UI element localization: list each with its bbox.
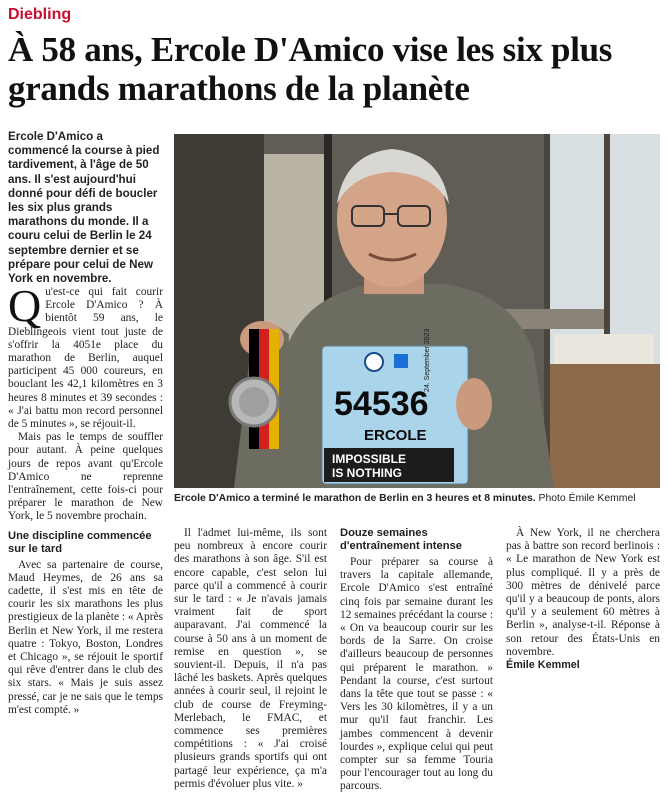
article-headline: À 58 ans, Ercole D'Amico vise les six plus grands marathons de la planète — [8, 30, 613, 108]
article-paragraph: Qu'est-ce qui fait courir Ercole D'Amico ? À bientôt 59 ans, le Dieblingeois vient tout juste de s'offrir la 4051e place du marathon de Berlin, auquel participent 45 000 coureurs, en bouclant les 42,1 kilomètres en 3 heures 8 minutes et 39 secondes : « J'ai battu mon record personnel de 5 minutes », se réjouit-il. — [8, 280, 163, 431]
article-paragraph: Mais pas le temps de souffler pour autant. À peine quelques jours de repos avant qu'Ercole D'Amico ne reprenne l'entraînement, cette fois-ci pour préparer le marathon de New York, le 5 novembre prochain. — [8, 431, 163, 523]
article-paragraph: À New York, il ne cherchera pas à battre son record berlinois : « Le marathon de New York est plus compliqué. Il y a près de 300 mètres de dénivelé parce qu'il y a beaucoup de ponts, alors qu'il y a seulement 60 mètres à Berlin », analyse-t-il. Réponse à son retour des États-Unis en novembre. — [506, 527, 660, 658]
bib-slogan-line-1: IMPOSSIBLE — [332, 452, 407, 466]
bib-slogan-line-2: IS NOTHING — [332, 466, 403, 480]
caption-text: Ercole D'Amico a terminé le marathon de Berlin en 3 heures et 8 minutes. — [174, 493, 536, 504]
drop-cap: Q — [8, 280, 42, 331]
article-column-2 — [174, 527, 327, 791]
runner-photo-illustration — [174, 134, 660, 488]
article-paragraph: Avec sa partenaire de course, Maud Heymes, de 26 ans sa cadette, il s'est mis en tête de courir les six marathons les plus prestigieux de la planète : « Après Berlin et New York, il me restera quatre : Tokyo, Boston, Londres et Chicago », se réjouit le sportif qui rêve d'entrer dans le club des six stars. « Mais je suis assez pressé, car je ne sais que le temps m'est compté. » — [8, 558, 163, 716]
article-photo — [174, 134, 660, 488]
section-kicker: Diebling — [8, 6, 72, 23]
photo-credit: Photo Émile Kemmel — [535, 493, 636, 504]
bib-date: 24. September 2023 — [424, 328, 431, 392]
article-paragraph: Pour préparer sa course à travers la capitale allemande, Ercole D'Amico s'est entraîné cinq fois par semaine durant les 12 semaines précédant la course : « On va beaucoup courir sur les bords de la Sarre. On croise d'ailleurs beaucoup de personnes qui préparent le marathon. » Pendant la course, c'est surtout dans la tête que tout se passe : « Vers les 30 kilomètres, il y a un mur qu'il faut franchir. Les jambes commencent à devenir lourdes », explique celui qui peut compter sur sa femme Touria pour l'encourager tout au long du parcours. — [340, 556, 493, 793]
article-column-1 — [8, 280, 163, 717]
author-signature: Émile Kemmel — [506, 659, 580, 672]
bib-number: 54536 — [334, 385, 429, 423]
subheading: Une discipline commencée sur le tard — [8, 529, 152, 555]
article-paragraph: Il l'admet lui-même, ils sont peu nombreux à encore courir des marathons à son âge. S'il est encore capable, c'est selon lui parce qu'il a commencé à courir sur le tard : « Je n'avais jamais vraiment fait de sport auparavant. J'ai commencé la course à 50 ans à un moment de remise en question », se souvient-il. Depuis, il n'a pas lâché les baskets. Après quelques années à courir seul, il rejoint le club de course de Freyming-Merlebach, le FMAC, et commence ses premières compétitions : « J'ai croisé plusieurs grands sportifs qui ont partagé leur expérience, ça m'a permis d'évoluer plus vite. » — [174, 527, 327, 790]
bib-name: ERCOLE — [364, 427, 427, 444]
photo-caption — [174, 492, 660, 505]
article-column-3 — [340, 527, 493, 794]
article-column-4 — [506, 527, 660, 672]
article-lead: Ercole D'Amico a commencé la course à pied tardivement, à l'âge de 50 ans. Il s'est aujourd'hui donné pour défi de boucler les six plus grands marathons du monde. Il a couru celui de Berlin le 24 septembre dernier et se prépare pour celui de New York en novembre. — [8, 130, 160, 286]
subheading: Douze semaines d'entraînement intense — [340, 527, 463, 552]
